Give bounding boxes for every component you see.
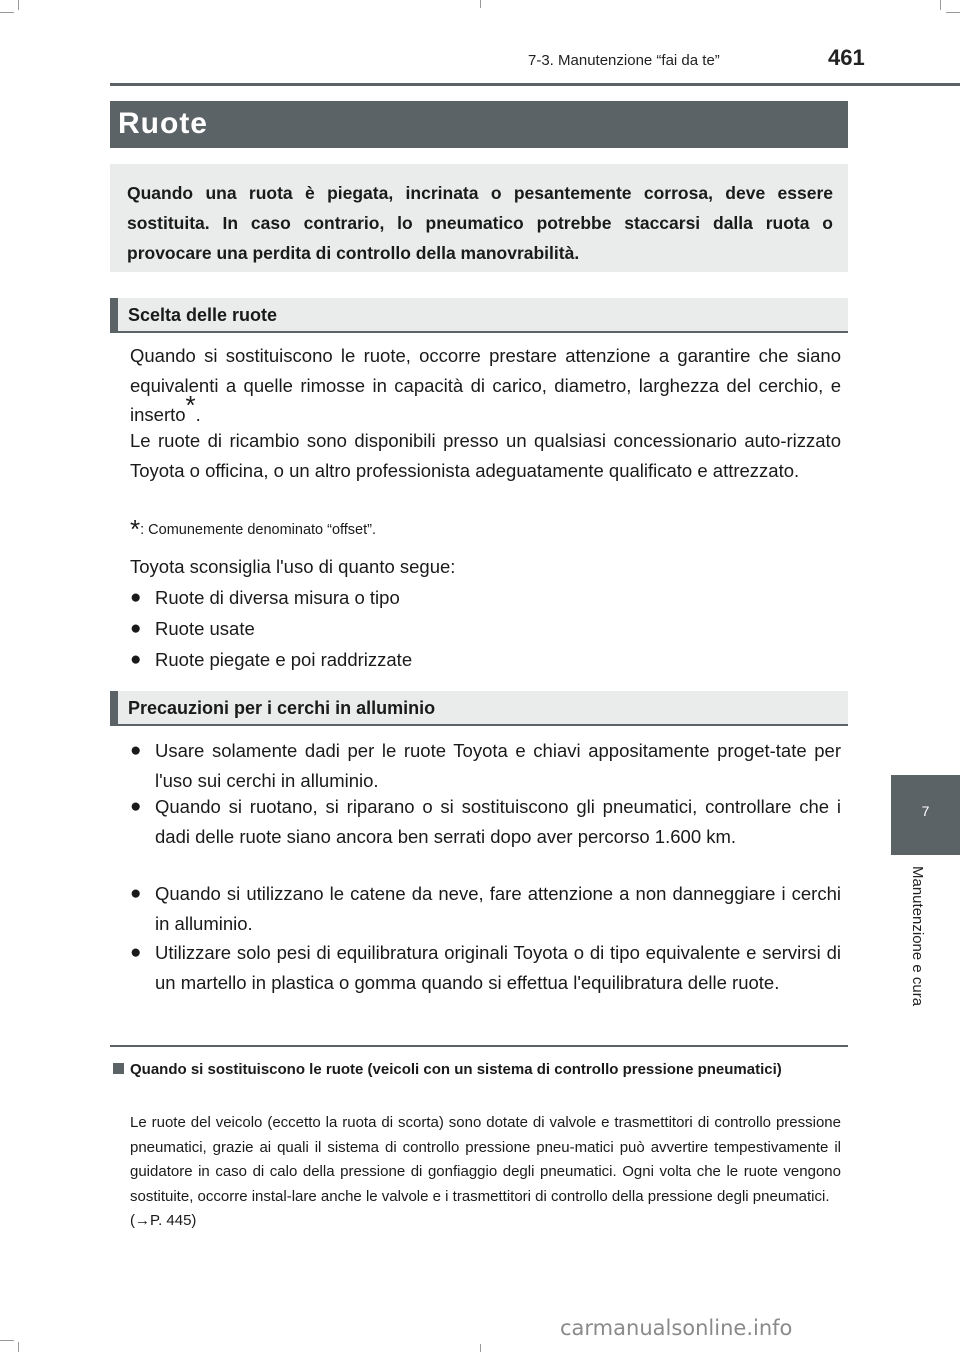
watermark: carmanualsonline.info <box>560 1316 793 1340</box>
section-title: 7-3. Manutenzione “fai da te” <box>528 52 720 69</box>
crop-mark <box>480 1344 481 1352</box>
bullet-icon: ● <box>130 942 142 963</box>
intro-box <box>110 164 848 272</box>
note-body <box>130 1111 841 1234</box>
chapter-label-text: Manutenzione e cura <box>909 866 926 1007</box>
list-item-text: Quando si ruotano, si riparano o si sostituiscono gli pneumatici, controllare che i dadi delle ruote siano ancora ben serrati dopo aver percorso 1.600 km. <box>155 796 841 847</box>
footnote <box>130 514 376 545</box>
intro-text: Quando una ruota è piegata, incrinata o pesantemente corrosa, deve essere sostituita. In caso contrario, lo pneumatico potrebbe staccarsi dalla ruota o provocare una perdita di controllo della manovrabilità. <box>127 183 833 263</box>
note-body-text: Le ruote del veicolo (eccetto la ruota di scorta) sono dotate di valvole e trasmettitori di controllo pressione pneumatici, grazie ai quali il sistema di controllo pressione pneu-matici può avvertire tempestivamente il guidatore in caso di calo della pressione di gonfiaggio degli pneumatici. Ogni volta che le ruote vengono sostituite, occorre instal-lare anche le valvole e i trasmettitori di controllo della pressione degli pneumatici. <box>130 1114 841 1205</box>
crop-mark <box>946 12 960 13</box>
section-accent-bar <box>110 691 118 724</box>
chapter-tab <box>891 775 960 855</box>
bullet-icon: ● <box>130 740 142 761</box>
chapter-number: 7 <box>921 803 930 819</box>
list-item-text: Ruote piegate e poi raddrizzate <box>155 649 413 670</box>
crop-mark <box>940 0 941 10</box>
list-item-text: Quando si utilizzano le catene da neve, fare attenzione a non danneggiare i cerchi in alluminio. <box>155 883 841 934</box>
paragraph-text: Quando si sostituiscono le ruote, occorre prestare attenzione a garantire che siano equivalenti a quelle rimosse in capacità di carico, diametro, larghezza del cerchio, e inserto <box>130 345 841 425</box>
bullet-icon: ● <box>130 587 142 608</box>
list-item-text: Ruote usate <box>155 618 255 639</box>
paragraph-sizing <box>130 341 841 430</box>
crop-mark <box>0 12 14 13</box>
footnote-mark: * <box>130 514 141 544</box>
page-title: Ruote <box>118 107 208 140</box>
square-bullet-icon <box>113 1063 124 1074</box>
list-item-text: Ruote di diversa misura o tipo <box>155 587 400 608</box>
section-heading-alluminio <box>110 691 848 726</box>
bullet-icon: ● <box>130 649 142 670</box>
crop-mark <box>18 1342 19 1352</box>
bullet-icon: ● <box>130 796 142 817</box>
list-item-text: Usare solamente dadi per le ruote Toyota e chiavi appositamente proget-tate per l'uso sui cerchi in alluminio. <box>155 740 841 791</box>
section-heading-scelta <box>110 298 848 333</box>
crop-mark <box>480 0 481 8</box>
crop-mark <box>0 1340 14 1341</box>
paragraph-lead: Toyota sconsiglia l'uso di quanto segue: <box>130 556 456 577</box>
bullet-icon: ● <box>130 883 142 904</box>
asterisk-mark: * <box>185 389 196 420</box>
header-divider <box>110 83 960 86</box>
section-accent-bar <box>110 298 118 331</box>
list-item-text: Utilizzare solo pesi di equilibratura originali Toyota o di tipo equivalente e servirsi di un martello in plastica o gomma quando si effettua l'equilibratura delle ruote. <box>155 942 841 993</box>
paragraph-availability: Le ruote di ricambio sono disponibili presso un qualsiasi concessionario auto-rizzato Toyota o officina, o un altro professionista adeguatamente qualificato e attrezzato. <box>130 430 841 481</box>
footnote-text: : Comunemente denominato “offset”. <box>140 522 377 538</box>
page-number: 461 <box>828 45 865 70</box>
section-heading-text: Scelta delle ruote <box>128 305 278 325</box>
section-heading-text: Precauzioni per i cerchi in alluminio <box>128 698 436 718</box>
note-divider <box>110 1045 848 1047</box>
note-heading-text: Quando si sostituiscono le ruote (veicoli con un sistema di controllo pressione pneumatici) <box>130 1061 782 1078</box>
note-heading <box>113 1058 848 1081</box>
chapter-label <box>908 866 928 1036</box>
paragraph-end: . <box>195 404 201 425</box>
page-reference: (→P. 445) <box>130 1212 197 1229</box>
bullet-icon: ● <box>130 618 142 639</box>
page-title-bar <box>110 101 848 148</box>
crop-mark <box>18 0 19 10</box>
